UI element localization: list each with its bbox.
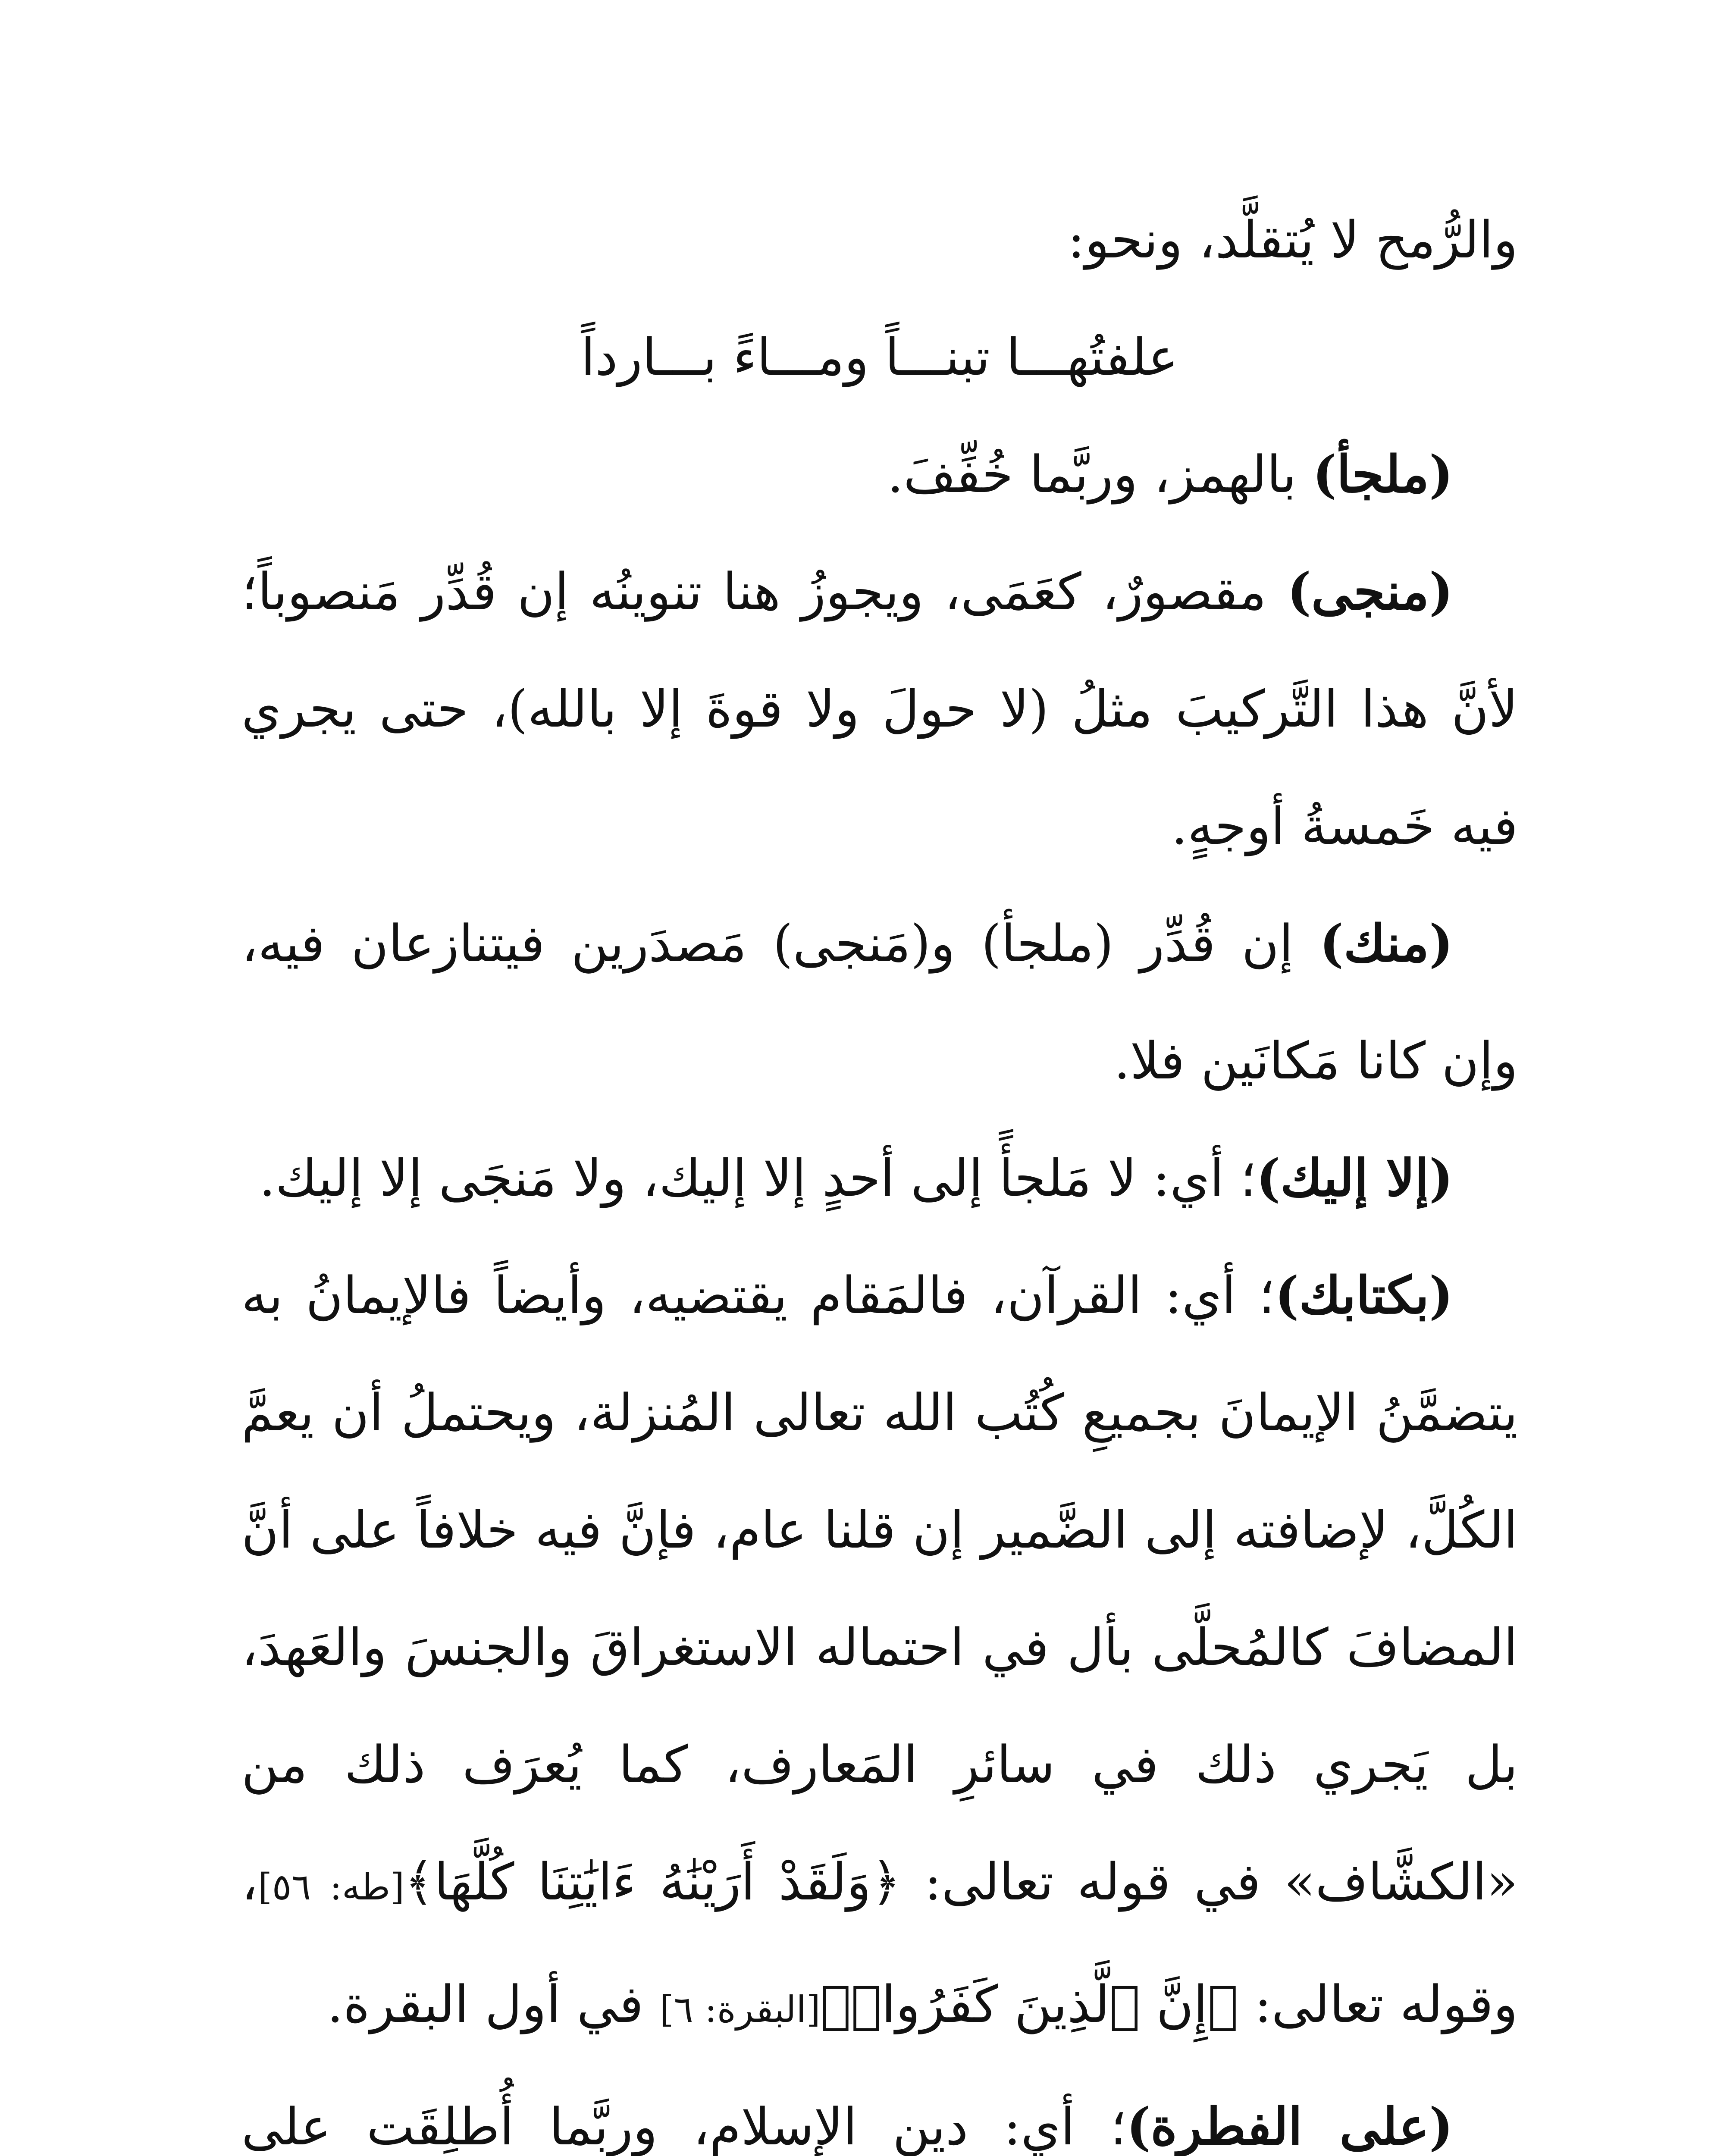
paragraph-manja bbox=[241, 533, 1518, 885]
quran-quote: ﴿إِنَّ ٱلَّذِينَ كَفَرُوا۟﴾ bbox=[820, 1974, 1238, 2034]
quran-reference: [طه: ٥٦] bbox=[258, 1866, 404, 1908]
term-label: (منجى) bbox=[1287, 561, 1453, 621]
paragraph-illa bbox=[241, 1119, 1518, 1237]
paragraph-text: بالهمز، وربَّما خُفِّفَ. bbox=[887, 445, 1313, 504]
verse-text: علفتُهـــا تبنـــاً ومـــاءً بـــارداً bbox=[581, 327, 1178, 387]
page-body bbox=[241, 181, 1518, 2156]
paragraph-text: ؛ أي: دينِ الإسلام، وربَّما أُطلِقَت على bbox=[241, 2097, 1127, 2156]
term-label: (منك) bbox=[1319, 913, 1453, 973]
paragraph-text: ؛ أي: القرآن، فالمَقام يقتضيه، وأيضاً فالإيمانُ به يتضمَّنُ الإيمانَ بجميعِ كُتُب الله تعالى المُنزلة، ويحتملُ أن يعمَّ الكُلَّ، لإضافته إلى الضَّمير إن قلنا عام، فإنَّ فيه خلافاً على أنَّ المضافَ كالمُحلَّى بأل في احتماله الاستغراقَ والجنسَ والعَهدَ، بل يَجري ذلك في سائرِ المَعارف، كما يُعرَف ذلك من «الكشَّاف» في قوله تعالى: bbox=[241, 1266, 1518, 1912]
quran-reference: [البقرة: ٦] bbox=[659, 1988, 821, 2031]
text-line bbox=[241, 181, 1518, 298]
term-label: (إلا إليك) bbox=[1256, 1148, 1453, 1208]
term-label: (بكتابك) bbox=[1275, 1265, 1454, 1325]
paragraph-text: ؛ أي: لا مَلجأً إلى أحدٍ إلا إليك، ولا مَنجَى إلا إليك. bbox=[259, 1148, 1257, 1208]
paragraph-mink bbox=[241, 885, 1518, 1119]
paragraph-text: إن قُدِّر (ملجأ) و(مَنجى) مَصدَرين فيتنازعان فيه، وإن كانا مَكانَين فلا. bbox=[241, 914, 1518, 1091]
term-label: (ملجأ) bbox=[1312, 444, 1453, 504]
paragraph-text: ، وقوله تعالى: bbox=[241, 1852, 1518, 2034]
paragraph-fitra bbox=[241, 2068, 1518, 2156]
quran-quote: ﴿وَلَقَدْ أَرَيْنَٰهُ ءَايَٰتِنَا كُلَّهَا﴾ bbox=[404, 1852, 901, 1912]
poetry-verse bbox=[241, 298, 1518, 416]
paragraph-malja bbox=[241, 416, 1518, 533]
paragraph-kitab bbox=[241, 1237, 1518, 2068]
paragraph-text: مقصورٌ، كعَمَى، ويجوزُ هنا تنوينُه إن قُدِّر مَنصوباً؛ لأنَّ هذا التَّركيبَ مثلُ (لا حولَ ولا قوةَ إلا بالله)، حتى يجري فيه خَمسةُ أوجهٍ. bbox=[241, 562, 1518, 856]
term-label: (على الفطرة) bbox=[1126, 2096, 1453, 2156]
paragraph-text: في أول البقرة. bbox=[327, 1974, 660, 2034]
line-text: والرُّمح لا يُتقلَّد، ونحو: bbox=[1068, 210, 1518, 270]
